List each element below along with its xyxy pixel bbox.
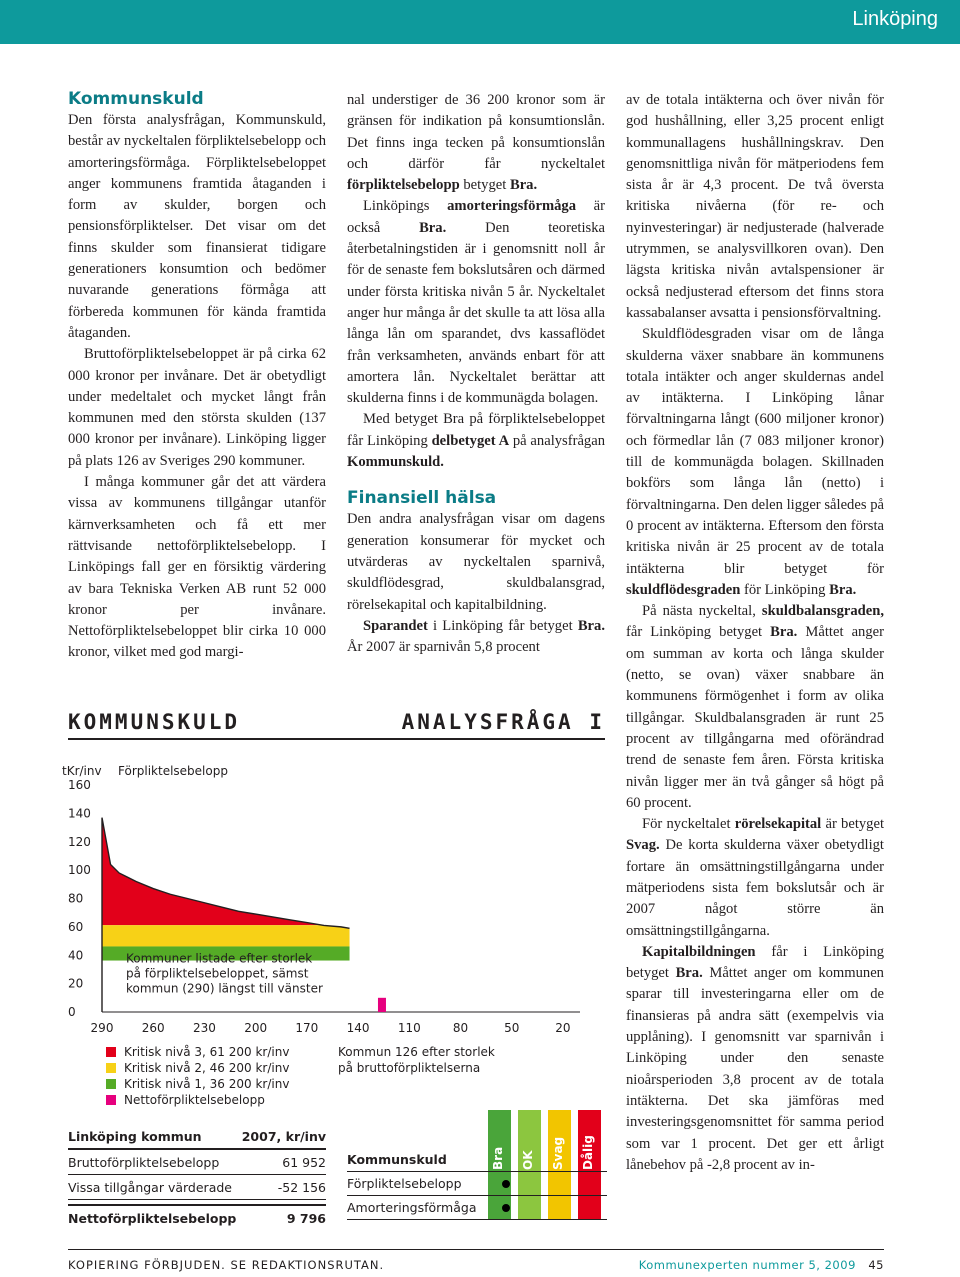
grade-col-ok: OK (518, 1110, 541, 1220)
table-row: Bruttoförpliktelsebelopp 61 952 (68, 1150, 326, 1175)
heading-finansiell-halsa: Finansiell hälsa (347, 488, 497, 509)
footer-rule (68, 1249, 884, 1250)
municipality-title: Linköping (852, 8, 938, 30)
legend-item: Nettoförpliktelsebelopp (106, 1092, 289, 1108)
heading-kommunskuld: Kommunskuld (68, 89, 204, 109)
top-banner (0, 0, 960, 44)
area-band-yellow (102, 925, 580, 946)
y-tick-label: 120 (68, 834, 91, 849)
grade-col-svag: Svag (548, 1110, 571, 1220)
table-row: Förpliktelsebelopp (347, 1172, 607, 1196)
y-axis-label: tKr/inv (62, 764, 102, 778)
x-tick-label: 140 (346, 1021, 370, 1035)
grade-col-dalig: Dålig (578, 1110, 601, 1220)
table-total-row: Nettoförpliktelsebelopp 9 796 (68, 1204, 326, 1230)
x-tick-label: 290 (90, 1021, 114, 1035)
paragraph: nal understiger de 36 200 kronor som är gränsen för indikation på konsumtionslån. Det finns inga tecken på konsumtionslån och därför får nyckeltalet förpliktelsebelopp betyget Bra. (347, 92, 605, 194)
grade-col-bra: Bra (488, 1110, 511, 1220)
paragraph: Den andra analysfrågan visar om dagens generation konsumerar för mycket och utvärderas av nyckeltalen sparnivå, skuldflödesgrad, skuldbalansgrad, rörelsekapital och kapitalbildning. (347, 511, 605, 613)
x-tick-label: 20 (555, 1021, 571, 1035)
legend-swatch (106, 1095, 116, 1105)
x-tick-label: 110 (397, 1021, 421, 1035)
paragraph: Sparandet i Linköping får betyget Bra. År 2007 är sparnivån 5,8 procent (347, 617, 605, 656)
legend-swatch (106, 1079, 116, 1089)
legend-swatch (106, 1063, 116, 1073)
chart-annotation-line: på förpliktelsebeloppet, sämst (126, 966, 309, 981)
table-row: Vissa tillgångar värderade -52 156 (68, 1175, 326, 1200)
section-rule (68, 738, 605, 740)
paragraph: Bruttoförpliktelsebeloppet är på cirka 62 000 kronor per invånare. Det är obetydligt under medeltalet och mycket långt från kommunen med den största skulden (137 000 kronor per invånare). Linköping ligger på plats 126 av Sveriges 290 kommuner. (68, 346, 326, 469)
grade-marker (502, 1180, 510, 1188)
legend-swatch (106, 1047, 116, 1057)
chart-legend (106, 1044, 289, 1108)
y-tick-label: 140 (68, 806, 91, 821)
chart-annotation-line: kommun (290) längst till vänster (126, 981, 323, 996)
linkoping-table (68, 1124, 326, 1230)
paragraph: Med betyget Bra på förpliktelsebeloppet får Linköping delbetyget A på analysfrågan Kommunskuld. (347, 411, 605, 471)
paragraph: Kapitalbildningen får i Linköping betyget Bra. Måttet anger om kommunen sparar till investeringarna eller om de finansieras på andra sätt (exempelvis via upplåning). I genomsnitt var sparnivån i Linköping under den senaste nioårsperioden 3,8 procent av de totala intäkterna. Det ska jämföras med investeringsgenomsnittet för samma period som var 1 procent. Det ger ett årligt lånebehov på -2,8 procent av in- (626, 943, 884, 1173)
area-band-red (102, 785, 580, 925)
text-column-2 (347, 90, 605, 658)
x-tick-label: 230 (192, 1021, 216, 1035)
section-label-kommunskuld: KOMMUNSKULD (68, 710, 241, 734)
grade-marker (502, 1204, 510, 1212)
y-tick-label: 100 (68, 863, 91, 878)
section-label-analysfraga: ANALYSFRÅGA I (401, 710, 605, 734)
x-tick-label: 50 (504, 1021, 520, 1035)
legend-item: Kritisk nivå 3, 61 200 kr/inv (106, 1044, 289, 1060)
paragraph: Den första analysfrågan, Kommunskuld, består av nyckeltalen förpliktelsebelopp och amorteringsförmåga. Förpliktelsebeloppet anger kommunens framtida åtaganden i form av skulder, borgen och pensionsförpliktelser. Det visar om det finns skulder som finansierat tidigare generationers konsumtion och bedömer nuvarande generations förmåga att förbereda kommunen för kända framtida åtaganden. (68, 112, 326, 341)
legend-item: Kritisk nivå 1, 36 200 kr/inv (106, 1076, 289, 1092)
debt-chart (60, 755, 605, 1040)
legend-item: Kritisk nivå 2, 46 200 kr/inv (106, 1060, 289, 1076)
x-tick-label: 260 (141, 1021, 165, 1035)
grade-table-title: Kommunskuld (347, 1148, 607, 1172)
y-tick-label: 160 (68, 778, 91, 792)
x-tick-label: 80 (452, 1021, 469, 1035)
paragraph: Linköpings amorteringsförmåga är också Bra. Den teoretiska återbetalningstiden är i genomsnitt noll år för de senaste fem bokslutsåren och därmed under första kritiska nivån 5 år. Nyckeltalet anger hur många år det skulle ta att lösa alla långa lån om sparandet, dvs kassaflödet från verksamheten, används enbart för att amortera lån. Nyckeltalet berättar att skulderna finns i de kommunägda bolagen. (347, 198, 605, 407)
paragraph: I många kommuner går det att värdera vissa av kommunens tillgångar utanför kärnverksamheten och få ett mer rättvisande nettoförpliktelsebelopp. I Linköpings fall ger en försiktig värdering av bara Tekniska Verken AB runt 52 000 kronor per invånare. Nettoförpliktelsebeloppet blir cirka 10 000 kronor, vilket med god margi- (68, 474, 326, 661)
page-number: 45 (868, 1258, 884, 1272)
publication-info: Kommunexperten nummer 5, 2009 45 (638, 1258, 884, 1272)
chart-title: Förpliktelsebelopp (118, 764, 228, 778)
net-liability-bar (378, 998, 386, 1012)
copyright-notice: KOPIERING FÖRBJUDEN. SE REDAKTIONSRUTAN. (68, 1258, 385, 1272)
paragraph: För nyckeltalet rörelsekapital är betyget Svag. De korta skulderna växer obetydligt fortare än omsättningstillgångarna under mätperiodens sista fem bokslutsår och är 2007 något större än omsättningstillgångarna. (626, 816, 885, 939)
y-tick-label: 0 (68, 1005, 76, 1019)
paragraph: Skuldflödesgraden visar om de långa skulderna växer snabbare än kommunens totala intäkter och anger skuldernas andel av intäkterna. I Linköping lånar förvaltningarna långt (600 miljoner kronor) och förmedlar lån (7 083 miljoner kronor) till de kommunägda bolagen. Skillnaden bokförs som långa lån (netto) i förvaltningarna. Den delen ligger således på 0 procent av intäkterna. Eftersom den första kritiska nivån är 25 procent av de totala intäkterna blir betyget för skuldflödesgraden för Linköping Bra. (626, 326, 884, 598)
x-tick-label: 200 (244, 1021, 268, 1035)
y-tick-label: 80 (68, 891, 84, 906)
text-column-3 (626, 90, 884, 1176)
y-tick-label: 60 (68, 919, 84, 934)
chart-annotation-line: Kommuner listade efter storlek (126, 951, 313, 966)
paragraph: På nästa nyckeltal, skuldbalansgraden, får Linköping betyget Bra. Måttet anger om summan av korta och långa skulder (netto, se ovan) växer snabbare än kommunens förmögenhet i form av olika tillgångar. Skuldbalansgraden är runt 25 procent av tillgångarna med oförändrad trend de senaste fem åren. Första kritiska nivån ligger mer än två gånger så högt på 60 procent. (626, 603, 884, 811)
table-header: Linköping kommun 2007, kr/inv (68, 1124, 326, 1150)
text-column-1 (68, 88, 326, 664)
y-tick-label: 20 (68, 976, 84, 991)
y-tick-label: 40 (68, 948, 84, 963)
paragraph: av de totala intäkterna och över nivån för god hushållning, eller 3,25 procent enligt kommunallagens hushållningskrav. Den genomsnittliga nivån för mätperiodens fem sista år är 4,3 procent. De två översta kritiska nivåerna (för re- och nyinvesteringar) är nedjusterade (halverade utrymmen, se analysvillkoren ovan). Den lägsta kritiska nivån avtalspensioner är också nedjusterad eftersom det finns stora kassabalanser avsatta i pensionsförvaltning. (626, 92, 884, 321)
table-row: Amorteringsförmåga (347, 1196, 607, 1220)
x-tick-label: 170 (295, 1021, 319, 1035)
grade-table (347, 1110, 607, 1220)
kommun-rank-note: Kommun 126 efter storlek på bruttoförpliktelserna (338, 1045, 495, 1075)
